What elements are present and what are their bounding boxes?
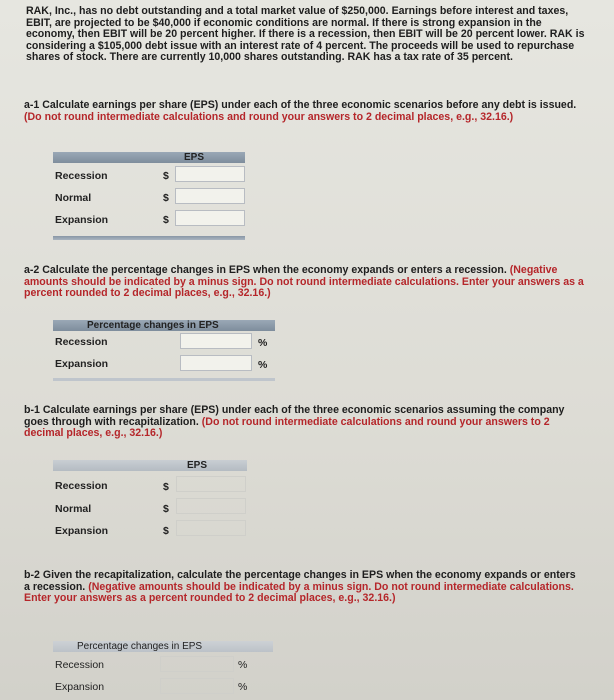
row-label-recession: Recession xyxy=(55,480,108,492)
row-label-expansion: Expansion xyxy=(55,525,109,537)
pct-recession-field[interactable] xyxy=(161,661,239,675)
row-label-normal: Normal xyxy=(55,503,92,515)
question-note: (Do not round intermediate calculations and round your answers to 2 decimal places, e.g., 32.16.) xyxy=(24,110,514,123)
question-text: Given the recapitalization, calculate the percentage changes in EPS when the economy expands or enters a recession. xyxy=(24,569,576,593)
eps-expansion-input[interactable] xyxy=(175,210,245,226)
eps-normal-input[interactable] xyxy=(176,498,246,514)
row-label-expansion: Expansion xyxy=(55,358,109,370)
question-text: Calculate the percentage changes in EPS when the economy expands or enters a recession. xyxy=(42,264,507,276)
dollar-unit: $ xyxy=(163,214,169,226)
problem-intro: RAK, Inc., has no debt outstanding and a total market value of $250,000. Earnings before interest and taxes, EBIT, are projected to be $40,000 if economic conditions are normal. If there is strong expansion in the economy, then EBIT will be 20 percent higher. If there is a recession, then EBIT will be 20 percent lower. RAK is considering a $105,000 debt issue with an interest rate of 4 percent. The proceeds will be used to repurchase shares of stock. There are currently 10,000 shares outstanding. RAK has a tax rate of 35 percent. xyxy=(26,5,585,64)
table-header xyxy=(53,641,273,652)
row-label-recession: Recession xyxy=(55,336,108,348)
question-number: a-1 xyxy=(24,99,40,111)
eps-expansion-field[interactable] xyxy=(177,525,251,539)
eps-recession-field[interactable] xyxy=(177,481,251,495)
percent-unit: % xyxy=(238,659,248,671)
question-b2 xyxy=(24,570,584,605)
pct-recession-input[interactable] xyxy=(180,333,252,349)
row-label-expansion: Expansion xyxy=(55,681,105,693)
pct-expansion-field[interactable] xyxy=(161,683,239,697)
dollar-unit: $ xyxy=(163,503,169,515)
question-note: (Negative amounts should be indicated by a minus sign. Do not round intermediate calculations. Enter your answers as a percent rounded to 2 decimal places, e.g., 32.16.) xyxy=(24,580,574,605)
table-header xyxy=(53,152,245,163)
dollar-unit: $ xyxy=(163,192,169,204)
table-footer-bar xyxy=(53,236,245,240)
row-label-recession: Recession xyxy=(55,659,105,671)
question-text: Calculate earnings per share (EPS) under each of the three economic scenarios before any debt is issued. xyxy=(42,99,577,111)
percent-unit: % xyxy=(258,337,268,349)
table-header-label: Percentage changes in EPS xyxy=(87,320,219,331)
eps-normal-field[interactable] xyxy=(176,193,250,207)
dollar-unit: $ xyxy=(163,525,169,537)
pct-recession-input[interactable] xyxy=(160,656,234,672)
question-text: Calculate earnings per share (EPS) under each of the three economic scenarios assuming the company goes through with recapitalization. xyxy=(24,404,565,428)
eps-expansion-input[interactable] xyxy=(176,520,246,536)
pct-expansion-input[interactable] xyxy=(180,355,252,371)
row-label-recession: Recession xyxy=(55,170,108,182)
question-number: a-2 xyxy=(24,264,40,276)
question-a2 xyxy=(24,265,584,300)
question-note: (Negative amounts should be indicated by a minus sign. Do not round intermediate calculations. Enter your answers as a percent rounded to 2 decimal places, e.g., 32.16.) xyxy=(24,264,584,300)
pct-expansion-field[interactable] xyxy=(181,360,257,374)
percent-unit: % xyxy=(258,359,268,371)
row-label-normal: Normal xyxy=(55,192,92,204)
table-footer-bar xyxy=(53,378,275,381)
eps-normal-input[interactable] xyxy=(175,188,245,204)
question-number: b-1 xyxy=(24,404,40,416)
dollar-unit: $ xyxy=(163,170,169,182)
eps-normal-field[interactable] xyxy=(177,503,251,517)
row-label-expansion: Expansion xyxy=(55,214,109,226)
pct-expansion-input[interactable] xyxy=(160,678,234,694)
table-header xyxy=(53,460,247,471)
question-a1 xyxy=(24,100,584,123)
eps-recession-field[interactable] xyxy=(176,171,250,185)
eps-recession-input[interactable] xyxy=(175,166,245,182)
table-header-label: EPS xyxy=(184,152,205,163)
eps-expansion-field[interactable] xyxy=(176,215,250,229)
question-b1 xyxy=(24,405,584,440)
question-note: (Do not round intermediate calculations and round your answers to 2 decimal places, e.g., 32.16.) xyxy=(24,415,550,440)
pct-recession-field[interactable] xyxy=(181,338,257,352)
table-header-label: EPS xyxy=(187,460,208,471)
percent-unit: % xyxy=(238,681,248,693)
dollar-unit: $ xyxy=(163,481,169,493)
table-header-label: Percentage changes in EPS xyxy=(77,641,203,652)
table-header xyxy=(53,320,275,331)
eps-recession-input[interactable] xyxy=(176,476,246,492)
question-number: b-2 xyxy=(24,569,40,581)
